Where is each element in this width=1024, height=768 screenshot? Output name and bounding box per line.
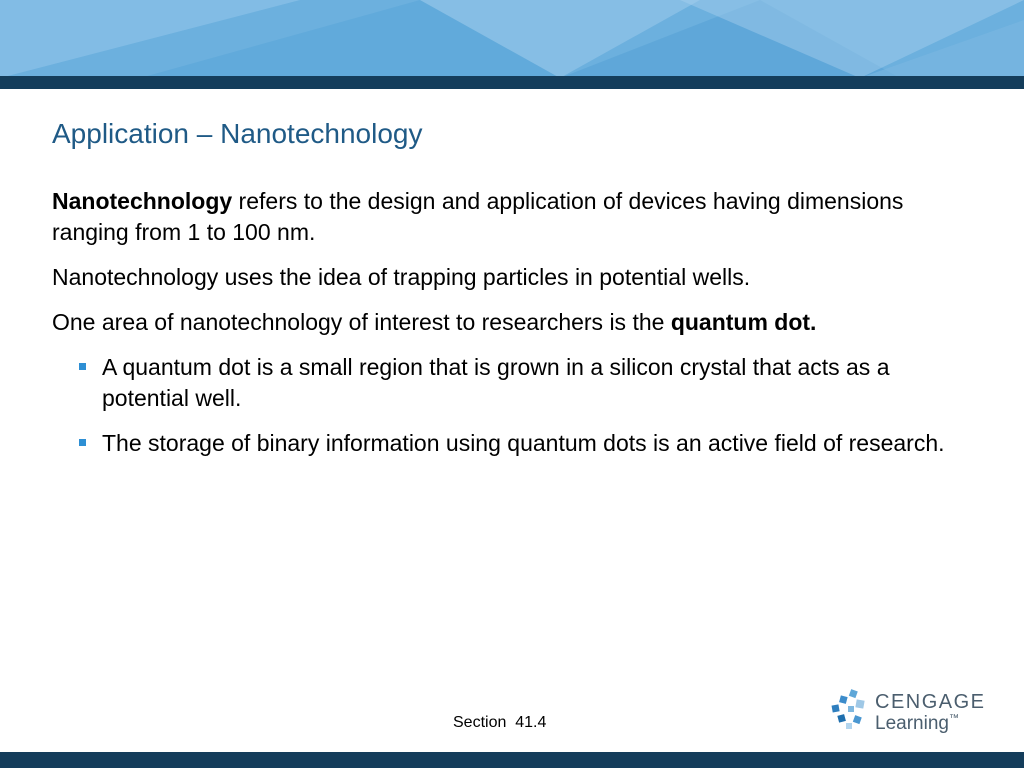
cengage-learning-logo: [830, 688, 990, 740]
bold-term-nanotechnology: Nanotechnology: [52, 188, 233, 214]
cengage-logo-mark-icon: [830, 688, 868, 732]
paragraph-definition: [52, 186, 972, 248]
list-item: [52, 428, 972, 459]
paragraph-potential-wells-text: Nanotechnology uses the idea of trapping particles in potential wells.: [52, 264, 751, 290]
slide-title: Application – Nanotechnology: [52, 118, 423, 149]
bullet-text: A quantum dot is a small region that is grown in a silicon crystal that acts as a potential well.: [102, 354, 890, 411]
paragraph-potential-wells: [52, 262, 972, 293]
header-banner: [0, 0, 1024, 78]
header-rule: [0, 76, 1024, 89]
square-bullet-icon: [79, 439, 86, 446]
square-bullet-icon: [79, 363, 86, 370]
footer-rule: [0, 752, 1024, 768]
paragraph-definition-text: refers to the design and application of devices having dimensions ranging from 1 to 100 nm.: [52, 188, 904, 245]
section-label: Section 41.4: [453, 714, 547, 731]
logo-word-cengage: CENGAGE: [875, 691, 986, 713]
list-item: [52, 352, 972, 414]
logo-word-learning-text: Learning: [875, 713, 949, 734]
bullet-text: The storage of binary information using quantum dots is an active field of research.: [102, 430, 945, 456]
paragraph-quantum-dot: [52, 307, 972, 338]
bold-term-quantum-dot: quantum dot.: [670, 309, 817, 335]
bullet-list: [52, 352, 972, 459]
slide-body: [52, 186, 972, 473]
logo-word-learning: [875, 713, 959, 735]
logo-trademark: ™: [948, 713, 959, 724]
paragraph-quantum-dot-text: One area of nanotechnology of interest to researchers is the: [52, 309, 671, 335]
